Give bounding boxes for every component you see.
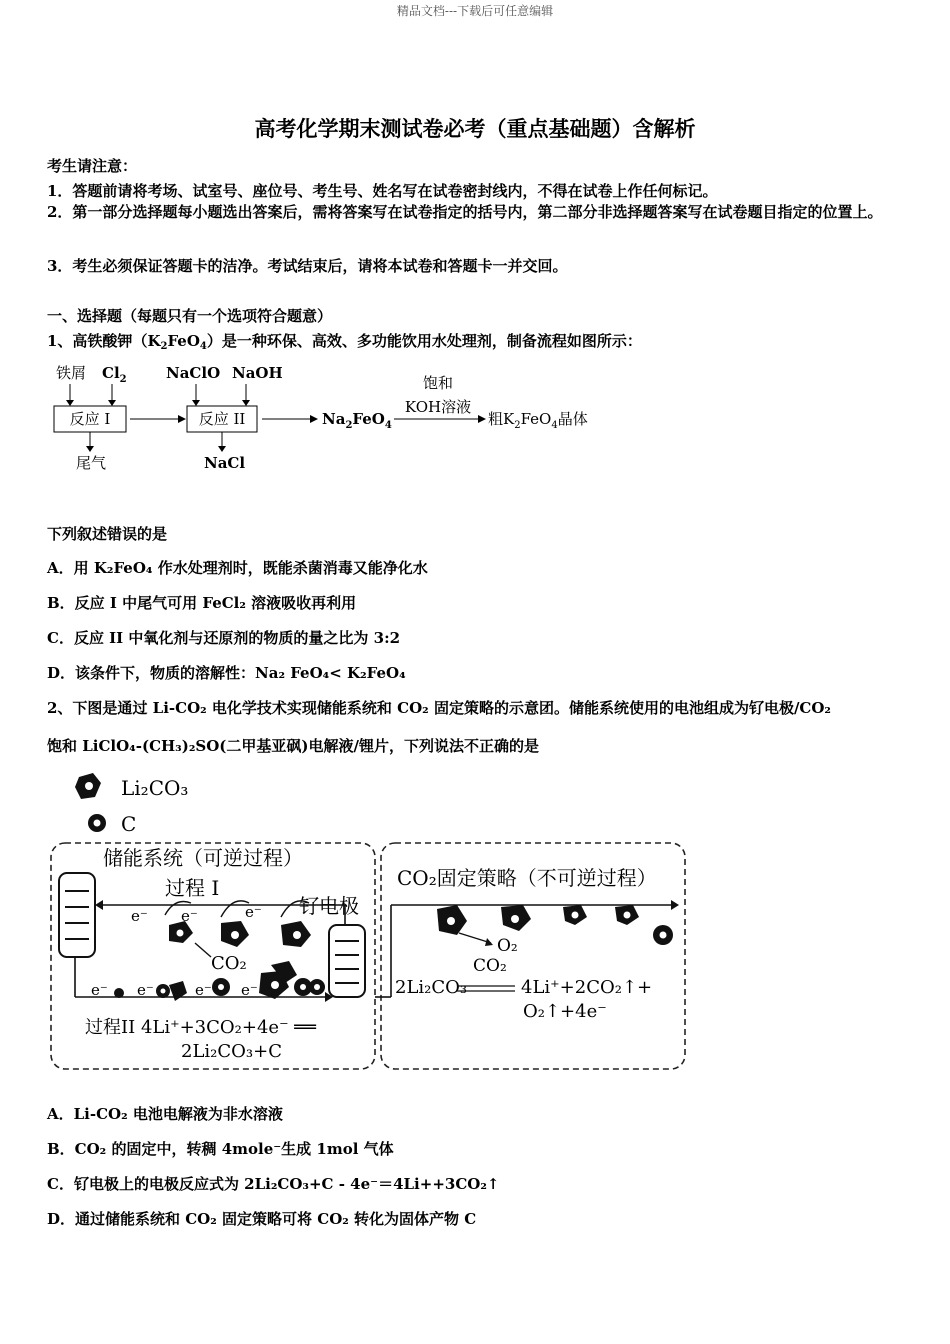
iron-label: 铁屑	[56, 364, 87, 382]
fixation-equation-right-1: 4Li⁺+2CO₂↑+	[521, 977, 653, 998]
svg-text:e⁻: e⁻	[131, 907, 148, 925]
q1-option-a: A．用 K₂FeO₄ 作水处理剂时，既能杀菌消毒又能净化水	[47, 559, 428, 577]
q2-stem-line-1: 2、下图是通过 Li-CO₂ 电化学技术实现储能系统和 CO₂ 固定策略的示意团。储能系统使用的电池组成为钌电极/CO₂	[47, 699, 832, 717]
svg-text:e⁻: e⁻	[91, 981, 108, 999]
o2-released-label: O₂	[497, 936, 518, 956]
cl2-label: $Cl_2$	[102, 364, 127, 385]
q2-stem-line-2: 饱和 LiClO₄-(CH₃)₂SO(二甲基亚砜)电解液/锂片，下列说法不正确的是	[47, 737, 539, 755]
tail-gas-label: 尾气	[76, 454, 107, 472]
ruthenium-electrode-label: 钌电极	[299, 894, 359, 918]
reaction-2-label: 反应 II	[198, 410, 246, 428]
svg-text:e⁻: e⁻	[137, 981, 154, 999]
legend-carbon: C	[121, 812, 137, 836]
q1-option-d: D．该条件下，物质的溶解性：Na₂ FeO₄< K₂FeO₄	[47, 664, 406, 682]
storage-system-title: 储能系统（可逆过程）	[103, 846, 303, 870]
svg-text:e⁻: e⁻	[241, 981, 258, 999]
reaction-1-label: 反应 I	[69, 410, 111, 428]
fixation-equation-left: 2Li₂CO₃	[395, 977, 468, 998]
header-watermark: 精品文档---下载后可任意编辑	[396, 4, 554, 18]
q1-option-c: C．反应 II 中氧化剂与还原剂的物质的量之比为 3:2	[47, 629, 401, 647]
notice-item-2: 2．第一部分选择题每小题选出答案后，需将答案写在试卷指定的括号内，第二部分非选择题答案写在试卷题目指定的位置上。	[47, 203, 883, 221]
q1-option-b: B．反应 I 中尾气可用 FeCl₂ 溶液吸收再利用	[47, 594, 357, 612]
condition-koh: KOH溶液	[404, 398, 472, 416]
co2-fixed-released-label: CO₂	[473, 956, 507, 976]
fixation-equation-right-2: O₂↑+4e⁻	[523, 1001, 607, 1022]
svg-text:e⁻: e⁻	[245, 903, 262, 921]
section-heading: 一、选择题（每题只有一个选项符合题意）	[47, 307, 333, 325]
q2-option-d: D．通过储能系统和 CO₂ 固定策略可将 CO₂ 转化为固体产物 C	[47, 1210, 477, 1228]
notice-item-3: 3．考生必须保证答题卡的洁净。考试结束后，请将本试卷和答题卡一并交回。	[47, 257, 568, 275]
condition-saturated: 饱和	[422, 374, 454, 392]
process-2-equation: 过程II 4Li⁺+3CO₂+4e⁻ ══	[85, 1017, 316, 1038]
k2feo4-product-label: 粗$K_2FeO_4$晶体	[488, 410, 588, 431]
q2-option-c: C．钌电极上的电极反应式为 2Li₂CO₃+C - 4e⁻＝4Li++3CO₂↑	[47, 1175, 500, 1193]
q1-stem: 1、高铁酸钾$(K_2FeO_4)$是一种环保、高效、多功能饮用水处理剂，制备流程如图所示：	[47, 332, 642, 352]
q1-flow-diagram	[40, 360, 620, 480]
nacl-label: NaCl	[204, 454, 246, 472]
q1-ask: 下列叙述错误的是	[47, 525, 168, 543]
process-2-product: 2Li₂CO₃+C	[181, 1041, 282, 1062]
co2-released-label: CO₂	[211, 953, 247, 974]
lithium-battery-icon	[59, 873, 95, 957]
naoh-label: NaOH	[232, 364, 283, 382]
na2feo4-label: $Na_2FeO_4$	[322, 410, 392, 431]
process-1-label: 过程 I	[165, 876, 220, 900]
page-title: 高考化学期末测试卷必考（重点基础题）含解析	[254, 116, 696, 141]
svg-text:e⁻: e⁻	[181, 907, 198, 925]
legend-li2co3: Li₂CO₃	[121, 776, 189, 800]
co2-fixation-title: CO₂固定策略（不可逆过程）	[397, 866, 657, 890]
notice-item-1: 1．答题前请将考场、试室号、座位号、考生号、姓名写在试卷密封线内，不得在试卷上作任何标记。	[47, 182, 718, 200]
notice-heading: 考生请注意：	[47, 157, 138, 175]
q2-option-b: B．CO₂ 的固定中，转稠 4mole⁻生成 1mol 气体	[47, 1140, 394, 1158]
q2-option-a: A．Li-CO₂ 电池电解液为非水溶液	[47, 1105, 283, 1123]
ruthenium-battery-icon	[329, 925, 365, 997]
naclo-label: NaClO	[166, 364, 221, 382]
q2-schematic-diagram	[45, 765, 690, 1075]
svg-text:e⁻: e⁻	[195, 981, 212, 999]
